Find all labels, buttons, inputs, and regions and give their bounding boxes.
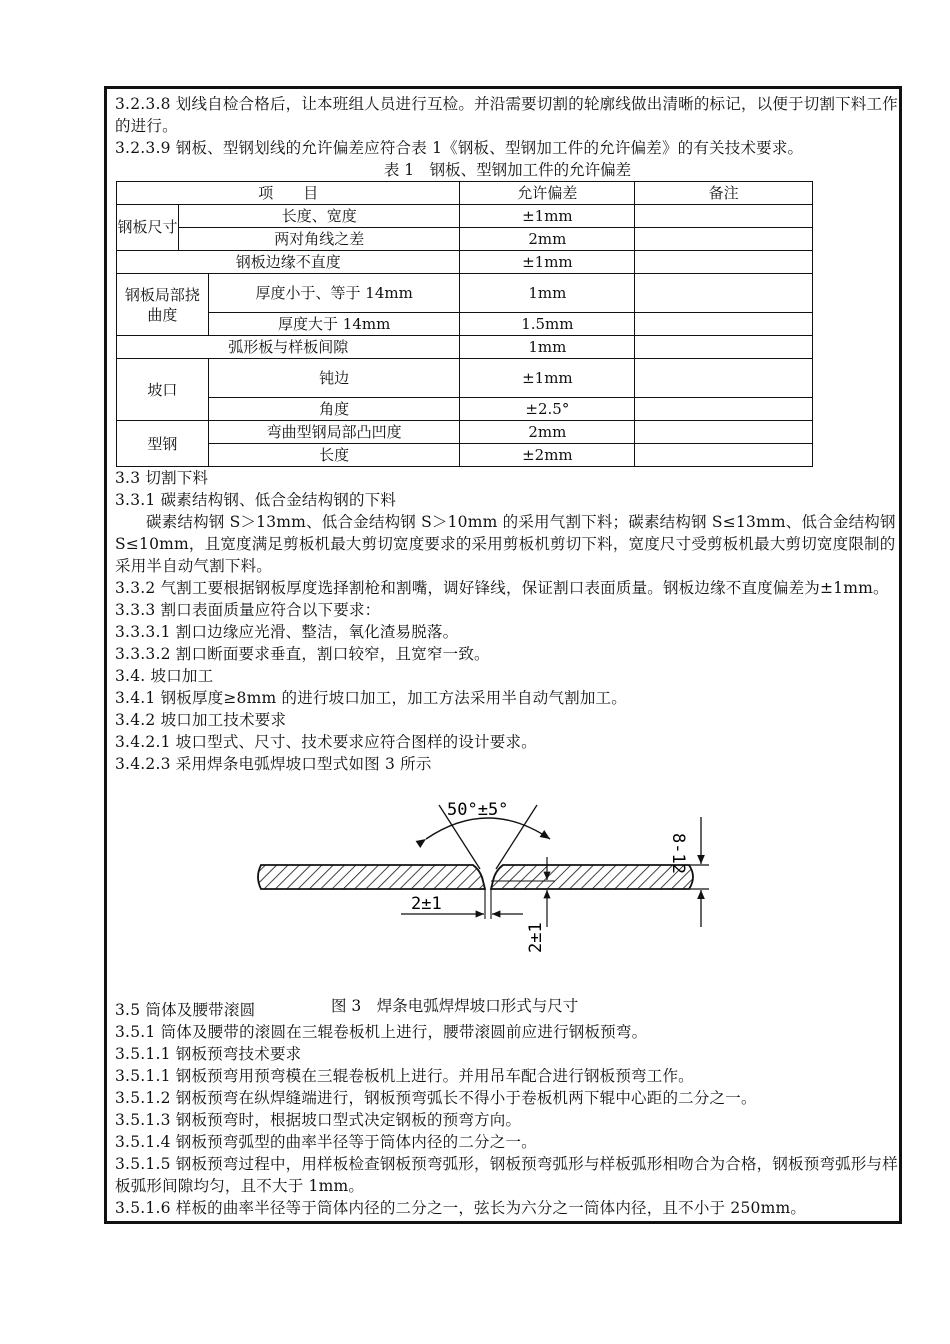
heading-3-4: 3.4. 坡口加工 <box>115 667 214 685</box>
paragraph-3-5-1-1: 3.5.1.1 钢板预弯用预弯模在三辊卷板机上进行。并用吊车配合进行钢板预弯工作。 <box>115 1067 694 1085</box>
cell-note <box>635 313 813 336</box>
paragraph-3-5-1-1-title: 3.5.1.1 钢板预弯技术要求 <box>115 1045 302 1063</box>
paragraph-3-4-2-1: 3.4.2.1 坡口型式、尺寸、技术要求应符合图样的设计要求。 <box>115 733 537 751</box>
table-row <box>117 313 813 336</box>
angle-arc <box>426 818 550 839</box>
cell-thk-gt14-tol: 1.5mm <box>460 313 635 336</box>
paragraph-3-5-1-6: 3.5.1.6 样板的曲率半径等于筒体内径的二分之一，弦长为六分之一筒体内径，且不小于 250mm。 <box>115 1199 807 1217</box>
paragraph-3-5-1-5: 3.5.1.5 钢板预弯过程中，用样板检查钢板预弯弧形，钢板预弯弧形与样板弧形相吻合为合格，钢板预弯弧形与样板弧形间隙均匀，且不大于 1mm。 <box>115 1155 898 1195</box>
paragraph-3-5-1-4: 3.5.1.4 钢板预弯弧型的曲率半径等于筒体内径的二分之一。 <box>115 1133 537 1151</box>
paragraph-3-2-3-8: 3.2.3.8 划线自检合格后，让本班组人员进行互检。并沿需要切割的轮廓线做出清晰的标记，以便于切割下料工作的进行。 <box>115 95 898 135</box>
cell-thk-le14-tol: 1mm <box>460 274 635 313</box>
thickness-label: 8-12 <box>668 833 688 874</box>
heading-3-3: 3.3 切割下料 <box>115 469 209 487</box>
cell-diag-diff-tol: 2mm <box>460 228 635 251</box>
cell-thk-gt14: 厚度大于 14mm <box>208 313 460 336</box>
document-body <box>115 93 900 965</box>
paragraph-3-5-1-3: 3.5.1.3 钢板预弯时，根据坡口型式决定钢板的预弯方向。 <box>115 1111 522 1129</box>
header-tolerance: 允许偏差 <box>460 182 635 205</box>
heading-3-5: 3.5 筒体及腰带滚圆 <box>115 1001 256 1019</box>
cell-note <box>635 444 813 467</box>
left-plate <box>258 865 485 889</box>
cell-thk-le14: 厚度小于、等于 14mm <box>208 274 460 313</box>
cell-length: 长度 <box>208 444 460 467</box>
cell-bend-local-tol: 2mm <box>460 421 635 444</box>
section-3-5 <box>115 999 900 1219</box>
table-row <box>117 359 813 398</box>
root-label: 2±1 <box>526 922 546 953</box>
group-plate-size: 钢板尺寸 <box>117 205 179 251</box>
header-item: 项 目 <box>117 182 460 205</box>
paragraph-3-3-3-1: 3.3.3.1 割口边缘应光滑、整洁，氧化渣易脱落。 <box>115 623 459 641</box>
cell-note <box>635 251 813 274</box>
figure-caption: 图 3 焊条电弧焊焊坡口形式与尺寸 <box>331 997 579 1015</box>
cell-note <box>635 274 813 313</box>
cell-note <box>635 336 813 359</box>
cell-arc-gap-tol: 1mm <box>460 336 635 359</box>
cell-edge-straightness: 钢板边缘不直度 <box>117 251 460 274</box>
right-plate <box>491 865 693 889</box>
cell-note <box>635 228 813 251</box>
cell-note <box>635 398 813 421</box>
paragraph-3-2-3-9: 3.2.3.9 钢板、型钢划线的允许偏差应符合表 1《钢板、型钢加工件的允许偏差》的有关技术要求。 <box>115 139 804 157</box>
cell-length-width-tol: ±1mm <box>460 205 635 228</box>
paragraph-3-3-1: 3.3.1 碳素结构钢、低合金结构钢的下料 <box>115 491 397 509</box>
figure-area <box>115 775 900 965</box>
table-row <box>117 205 813 228</box>
group-groove: 坡口 <box>117 359 209 421</box>
table-caption: 表 1 钢板、型钢加工件的允许偏差 <box>383 161 632 179</box>
cell-blunt-edge: 钝边 <box>208 359 460 398</box>
cell-bend-local: 弯曲型钢局部凸凹度 <box>208 421 460 444</box>
paragraph-3-4-2: 3.4.2 坡口加工技术要求 <box>115 711 287 729</box>
cell-diag-diff: 两对角线之差 <box>178 228 460 251</box>
table-row <box>117 398 813 421</box>
document-frame <box>104 86 902 1224</box>
cell-arc-gap: 弧形板与样板间隙 <box>117 336 460 359</box>
paragraph-3-3-3: 3.3.3 割口表面质量应符合以下要求： <box>115 601 381 619</box>
cell-note <box>635 421 813 444</box>
cell-length-tol: ±2mm <box>460 444 635 467</box>
weld-groove-figure <box>251 777 711 953</box>
table-row <box>117 444 813 467</box>
paragraph-3-5-1-2: 3.5.1.2 钢板预弯在纵焊缝端进行，钢板预弯弧长不得小于卷板机两下辊中心距的二分之一。 <box>115 1089 757 1107</box>
cell-angle-tol: ±2.5° <box>460 398 635 421</box>
cell-angle: 角度 <box>208 398 460 421</box>
paragraph-3-4-1: 3.4.1 钢板厚度≥8mm 的进行坡口加工，加工方法采用半自动气割加工。 <box>115 689 627 707</box>
cell-note <box>635 359 813 398</box>
table-header-row <box>117 182 813 205</box>
header-note: 备注 <box>635 182 813 205</box>
tolerance-table <box>116 181 813 467</box>
cell-note <box>635 205 813 228</box>
cell-edge-straightness-tol: ±1mm <box>460 251 635 274</box>
cell-blunt-edge-tol: ±1mm <box>460 359 635 398</box>
gap-label: 2±1 <box>411 894 442 914</box>
paragraph-3-3-2: 3.3.2 气割工要根据钢板厚度选择割枪和割嘴，调好锋线，保证割口表面质量。钢板边缘不直度偏差为±1mm。 <box>115 579 889 597</box>
group-local-flex: 钢板局部挠曲度 <box>117 274 209 336</box>
table-row <box>117 228 813 251</box>
paragraph-carbon-steel: 碳素结构钢 S＞13mm、低合金结构钢 S＞10mm 的采用气割下料；碳素结构钢 S≤13mm、低合金结构钢 S≤10mm，且宽度满足剪板机最大剪切宽度要求的采用剪板机剪切下料，宽度尺寸受剪板机最大剪切宽度限制的采用半自动气割下料。 <box>115 513 896 575</box>
paragraph-3-5-1: 3.5.1 筒体及腰带的滚圆在三辊卷板机上进行，腰带滚圆前应进行钢板预弯。 <box>115 1023 648 1041</box>
cell-length-width: 长度、宽度 <box>178 205 460 228</box>
table-row <box>117 336 813 359</box>
paragraph-3-3-3-2: 3.3.3.2 割口断面要求垂直，割口较窄，且宽窄一致。 <box>115 645 490 663</box>
table-row <box>117 421 813 444</box>
table-row <box>117 251 813 274</box>
angle-label: 50°±5° <box>447 800 509 820</box>
paragraph-3-4-2-3: 3.4.2.3 采用焊条电弧焊坡口型式如图 3 所示 <box>115 755 432 773</box>
table-row <box>117 274 813 313</box>
group-section-steel: 型钢 <box>117 421 209 467</box>
